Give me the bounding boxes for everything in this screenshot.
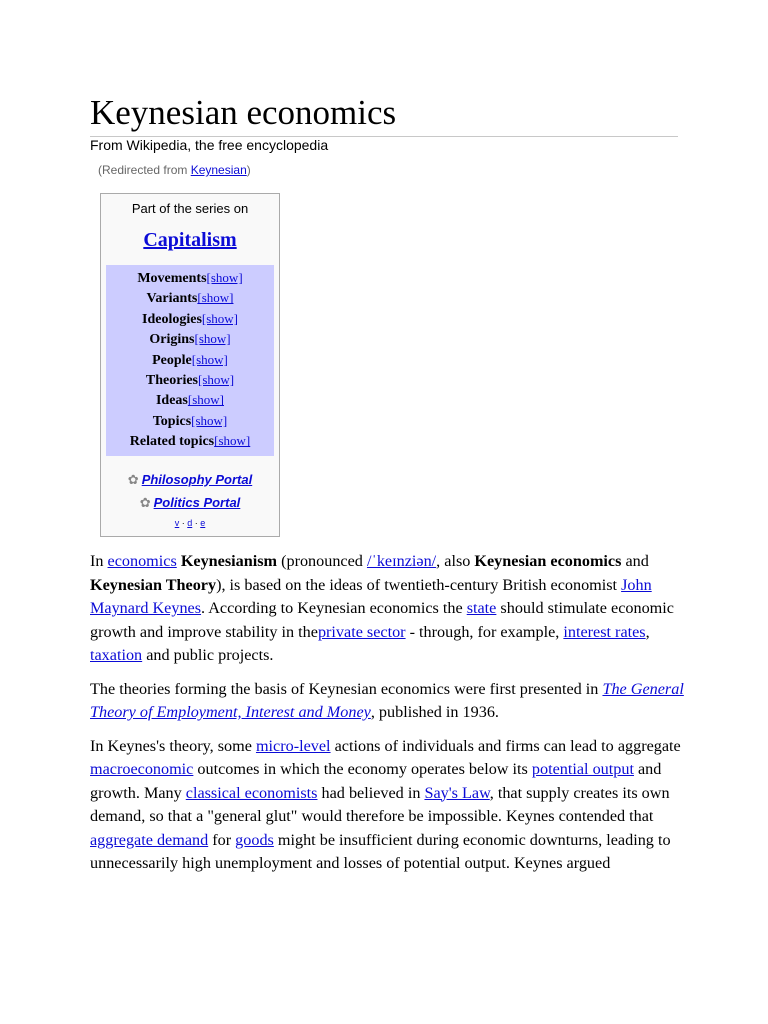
show-toggle[interactable]: [show]: [197, 290, 234, 306]
link-interest-rates[interactable]: interest rates: [563, 622, 646, 641]
navbox-item-related-topics: [106, 431, 274, 451]
show-toggle[interactable]: [show]: [191, 412, 228, 428]
show-toggle[interactable]: [show]: [187, 392, 224, 408]
discuss-link[interactable]: d: [187, 517, 193, 528]
link-says-law[interactable]: Say's Law: [424, 783, 490, 802]
portal-icon: ✿: [139, 494, 151, 510]
navbox-item-label: Theories: [145, 373, 198, 389]
link-potential-output[interactable]: potential output: [531, 760, 634, 778]
redirect-prefix: (Redirected from: [98, 163, 191, 177]
show-toggle[interactable]: [show]: [206, 270, 243, 285]
link-john-maynard-keynes[interactable]: John Maynard Keynes: [90, 575, 652, 617]
show-toggle[interactable]: [show]: [201, 310, 238, 326]
term-keynesianism: Keynesianism: [180, 552, 278, 570]
article-body: [90, 550, 685, 886]
navbox-item-label: People: [152, 352, 192, 368]
link-micro-level[interactable]: micro-level: [255, 736, 331, 755]
show-toggle[interactable]: [show]: [194, 331, 231, 347]
navbox-item-movements: [106, 268, 274, 288]
link-general-theory[interactable]: The General Theory of Employment, Interest and Money: [90, 679, 684, 721]
navbox-item-label: Origins: [149, 332, 195, 348]
edit-link[interactable]: e: [200, 517, 206, 528]
navbox-list: [106, 265, 274, 456]
vde-separator: ·: [192, 517, 201, 528]
redirect-note: [98, 163, 251, 177]
navbox-item-label: Movements: [137, 271, 207, 286]
navbox-item-label: Ideas: [155, 393, 188, 409]
link-state[interactable]: state: [466, 599, 497, 617]
term-keynesian-economics: Keynesian economics: [474, 552, 622, 570]
vde-links: [101, 518, 279, 528]
navbox-part-of: Part of the series on: [131, 201, 249, 216]
link-economics[interactable]: economics: [107, 552, 177, 570]
show-toggle[interactable]: [show]: [198, 372, 235, 388]
navbox-item-topics: [106, 411, 274, 431]
politics-portal-link[interactable]: Politics Portal: [153, 494, 241, 510]
portal-icon: ✿: [127, 471, 139, 487]
link-goods[interactable]: goods: [235, 830, 274, 849]
link-taxation[interactable]: taxation: [90, 646, 143, 664]
link-macroeconomic[interactable]: macroeconomic: [90, 760, 194, 778]
navbox-item-label: Variants: [146, 291, 198, 307]
vde-separator: ·: [179, 517, 188, 528]
paragraph-keynes-theory: In Keynes's theory, some micro-level actions of individuals and firms can lead to aggregate macroeconomic outcomes in which the economy operates below its potential output and growth. Many classical economists had believed in Say's Law, that supply creates its own demand, so that a "general glut" would therefore be impossible. Keynes contended that aggregate demand for goods might be insufficient during economic downturns, leading to unnecessarily high unemployment and losses of potential output. Keynes argued: [90, 736, 681, 872]
show-toggle[interactable]: [show]: [191, 351, 228, 367]
portal-links: [101, 468, 279, 514]
link-aggregate-demand[interactable]: aggregate demand: [90, 830, 209, 849]
link-private-sector[interactable]: private sector: [317, 622, 406, 641]
paragraph-intro: In economics Keynesianism (pronounced /ˈkeɪnziən/, also Keynesian economics and Keynesian Theory), is based on the ideas of twentieth-century British economist John Maynard Keynes. According to Keynesian economics the state should stimulate economic growth and improve stability in theprivate sector - through, for example, interest rates, taxation and public projects.: [90, 552, 674, 664]
show-toggle[interactable]: [show]: [214, 433, 251, 449]
term-keynesian-theory: Keynesian Theory: [90, 575, 217, 594]
navbox-series-link[interactable]: Capitalism: [143, 229, 237, 251]
view-link[interactable]: v: [174, 517, 180, 528]
capitalism-navbox: [100, 193, 280, 537]
page-subtitle: From Wikipedia, the free encyclopedia: [90, 137, 329, 153]
philosophy-portal-link[interactable]: Philosophy Portal: [141, 471, 253, 487]
navbox-item-ideas: [106, 390, 274, 410]
link-classical-economists[interactable]: classical economists: [185, 783, 318, 802]
redirect-link[interactable]: Keynesian: [190, 163, 247, 177]
paragraph-general-theory: The theories forming the basis of Keynesian economics were first presented in The General Theory of Employment, Interest and Money, published in 1936.: [90, 679, 684, 721]
page-title: Keynesian economics: [90, 92, 678, 137]
navbox-item-theories: [106, 370, 274, 390]
navbox-item-ideologies: [106, 309, 274, 329]
link-pronunciation[interactable]: /ˈkeɪnziən/: [366, 552, 437, 570]
navbox-item-origins: [106, 329, 274, 349]
navbox-item-variants: [106, 288, 274, 308]
navbox-item-label: Related topics: [129, 434, 215, 450]
navbox-item-label: Ideologies: [142, 311, 202, 327]
redirect-suffix: ): [246, 163, 251, 177]
navbox-item-label: Topics: [152, 413, 192, 429]
navbox-item-people: [106, 350, 274, 370]
